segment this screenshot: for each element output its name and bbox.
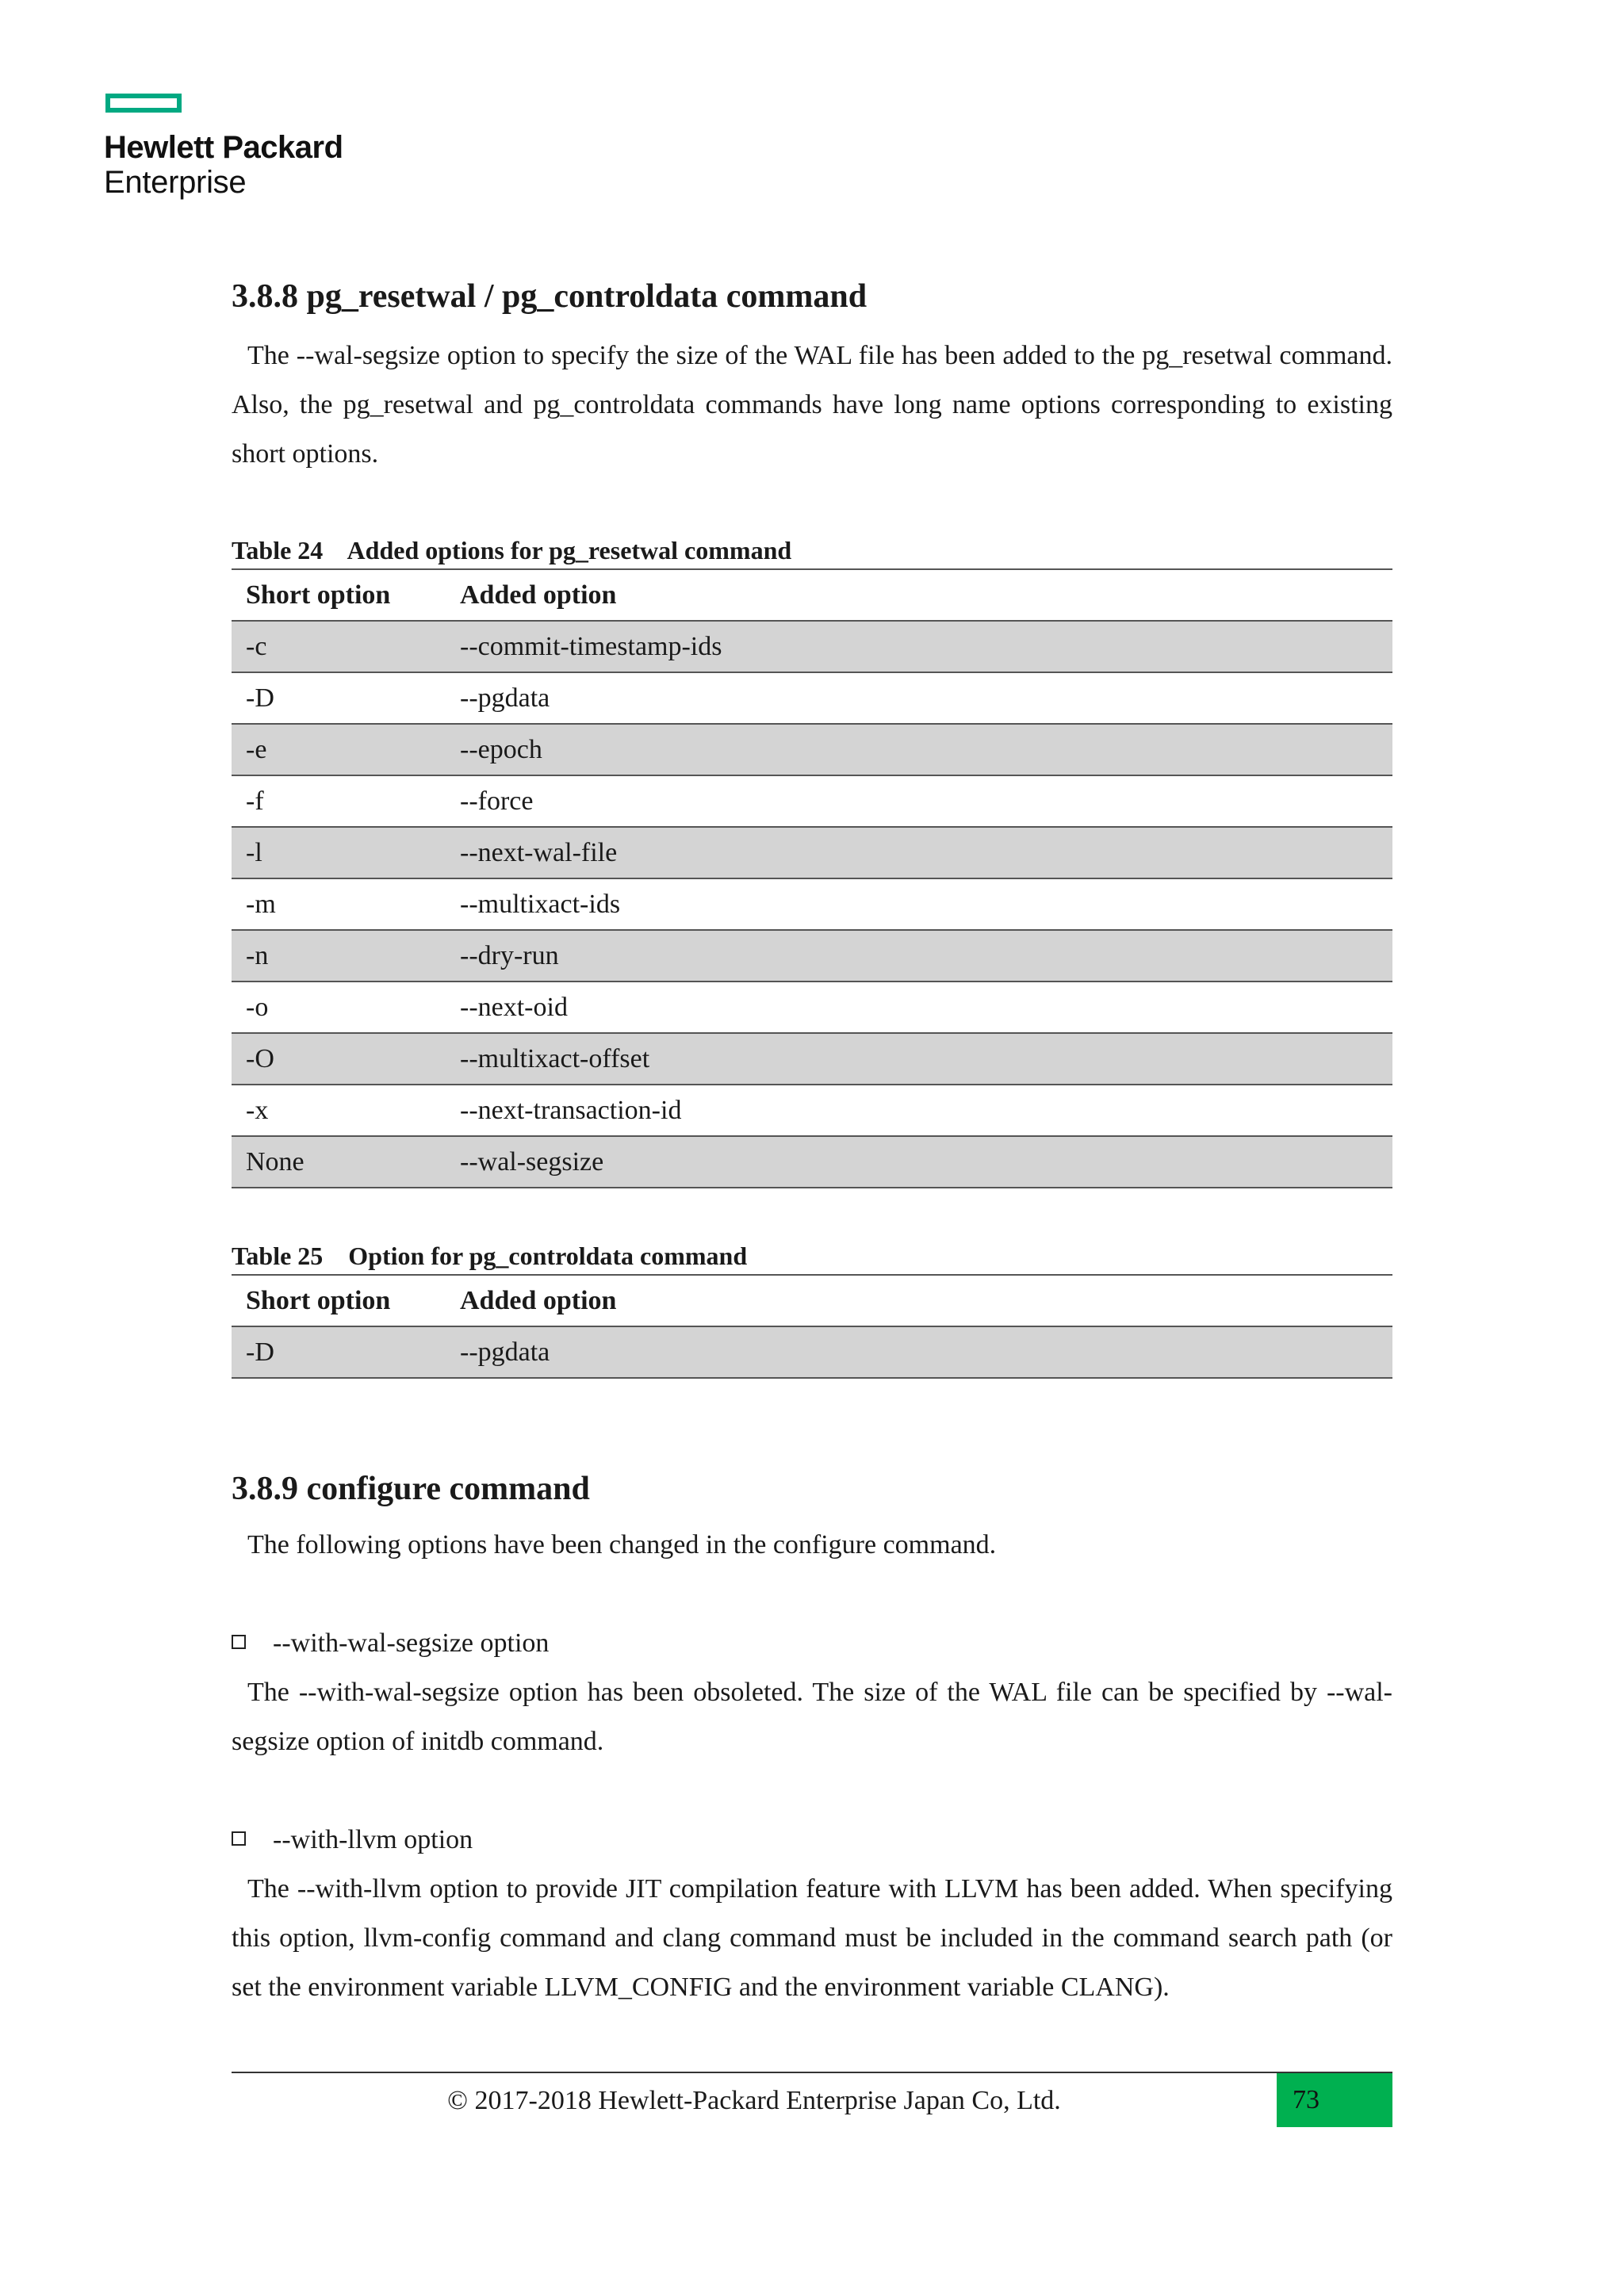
square-bullet-icon [232,1831,246,1846]
table-header-row [232,1275,1392,1326]
options-table [232,1274,1392,1379]
table-cell: None [232,1136,446,1188]
section-heading: 3.8.9 configure command [232,1471,590,1507]
table-caption: Table 24 Added options for pg_resetwal command [232,536,792,564]
page-number: 73 [1277,2073,1392,2127]
table-row [232,672,1392,724]
table-row [232,827,1392,878]
table-cell: -o [232,982,446,1033]
table-cell: --pgdata [446,672,1392,724]
table-row [232,724,1392,775]
table-cell: -O [232,1033,446,1085]
footer-divider [232,2072,1392,2073]
table-row [232,1326,1392,1378]
footer-copyright: © 2017-2018 Hewlett-Packard Enterprise Japan Co, Ltd. [447,2086,1061,2115]
table-cell: -x [232,1085,446,1136]
table-row [232,775,1392,827]
table-row [232,930,1392,982]
table-cell: -c [232,621,446,672]
option-item-text: The --with-wal-segsize option has been obsoleted. The size of the WAL file can be specified by --wal-segsize option of initdb command. [232,1678,1392,1756]
section-3-8-8 [232,276,1392,479]
table-row [232,1136,1392,1188]
table-24-block [232,534,1392,1188]
logo-text-line1: Hewlett Packard [104,130,343,165]
table-row [232,878,1392,930]
table-cell: -D [232,672,446,724]
table-cell: --wal-segsize [446,1136,1392,1188]
table-cell: -n [232,930,446,982]
column-header: Added option [446,569,1392,621]
table-cell: -D [232,1326,446,1378]
table-caption: Table 25 Option for pg_controldata command [232,1242,748,1270]
option-item-text: The --with-llvm option to provide JIT compilation feature with LLVM has been added. When specifying this option, llvm-config command and clang command must be included in the command search path (or set the environment variable LLVM_CONFIG and the environment variable CLANG). [232,1874,1392,2002]
table-cell: --next-transaction-id [446,1085,1392,1136]
table-row [232,1085,1392,1136]
table-cell: --multixact-offset [446,1033,1392,1085]
hpe-logo-mark [105,94,182,113]
square-bullet-icon [232,1635,246,1649]
table-cell: --epoch [446,724,1392,775]
table-cell: -f [232,775,446,827]
table-25-block [232,1240,1392,1379]
option-item-label: --with-wal-segsize option [273,1628,550,1658]
section-paragraph: The --wal-segsize option to specify the size of the WAL file has been added to the pg_resetwal command. Also, the pg_resetwal and pg_controldata commands have long name options corresponding to existing short options. [232,341,1392,469]
table-cell: -l [232,827,446,878]
table-cell: --next-oid [446,982,1392,1033]
section-3-8-9 [232,1468,1392,2012]
table-cell: --pgdata [446,1326,1392,1378]
table-cell: -m [232,878,446,930]
table-row [232,982,1392,1033]
table-cell: -e [232,724,446,775]
logo-text-line2: Enterprise [104,165,247,200]
option-item-title [232,1619,1392,1668]
table-cell: --dry-run [446,930,1392,982]
section-intro: The following options have been changed in the configure command. [247,1530,997,1559]
column-header: Short option [232,569,446,621]
table-cell: --commit-timestamp-ids [446,621,1392,672]
option-item-label: --with-llvm option [273,1825,473,1854]
table-row [232,1033,1392,1085]
table-cell: --multixact-ids [446,878,1392,930]
column-header: Added option [446,1275,1392,1326]
table-row [232,621,1392,672]
section-heading: 3.8.8 pg_resetwal / pg_controldata command [232,278,868,315]
option-item-title [232,1816,1392,1865]
hpe-logo [104,94,343,200]
table-header-row [232,569,1392,621]
table-cell: --next-wal-file [446,827,1392,878]
column-header: Short option [232,1275,446,1326]
table-cell: --force [446,775,1392,827]
options-table [232,568,1392,1188]
